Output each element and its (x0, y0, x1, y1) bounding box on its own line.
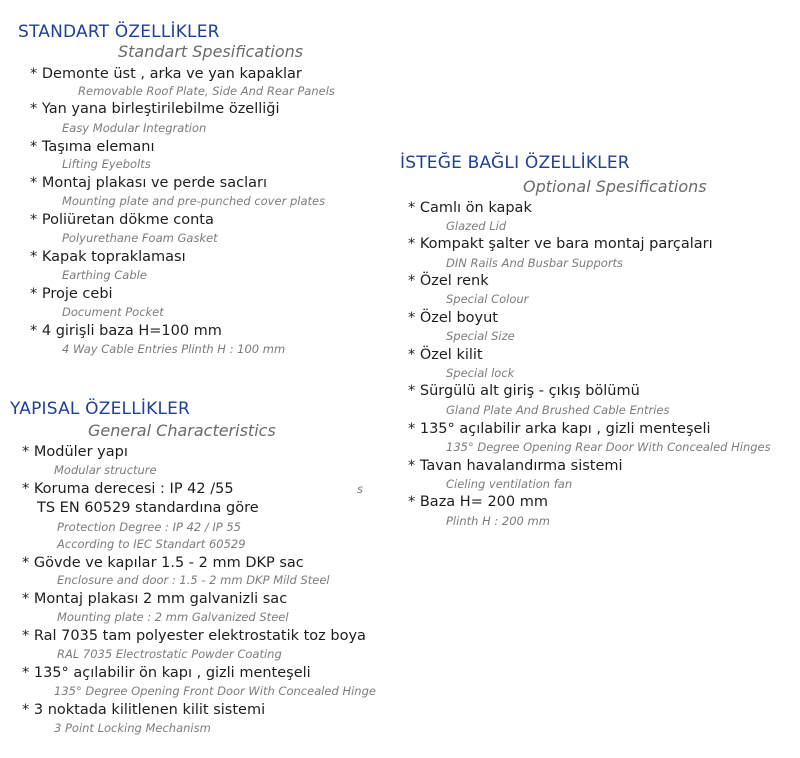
optional-item-sub: Cieling ventilation fan (446, 477, 573, 491)
standard-heading: STANDART ÖZELLİKLER (18, 22, 220, 42)
optional-item-title: * Özel boyut (408, 310, 498, 326)
optional-item-sub: Plinth H : 200 mm (446, 514, 550, 528)
general-section (0, 390, 420, 750)
general-item-title: * Ral 7035 tam polyester elektrostatik toz boya (22, 628, 366, 644)
general-item-title: * Gövde ve kapılar 1.5 - 2 mm DKP sac (22, 555, 304, 571)
standard-item-sub: Easy Modular Integration (62, 121, 207, 135)
general-heading: YAPISAL ÖZELLİKLER (10, 399, 191, 419)
standard-item-sub: Document Pocket (62, 305, 164, 319)
standard-item-title: * 4 girişli baza H=100 mm (30, 323, 222, 339)
general-item-sub: 135° Degree Opening Front Door With Concealed Hinge (54, 684, 376, 698)
standard-subheading: Standart Spesifications (118, 42, 304, 61)
optional-item-sub: DIN Rails And Busbar Supports (446, 256, 624, 270)
optional-item-sub: Special Size (446, 329, 515, 343)
standard-item-title: * Taşıma elemanı (30, 139, 155, 155)
optional-item-title: * Kompakt şalter ve bara montaj parçaları (408, 236, 713, 252)
standard-item-title: * Demonte üst , arka ve yan kapaklar (30, 66, 302, 82)
standard-item-title: * Poliüretan dökme conta (30, 212, 214, 228)
optional-item-title: * Camlı ön kapak (408, 200, 532, 216)
general-item-title: * Koruma derecesi : IP 42 /55 (22, 481, 234, 497)
optional-item-sub: Glazed Lid (446, 219, 507, 233)
optional-item-title: * Sürgülü alt giriş - çıkış bölümü (408, 383, 640, 399)
standard-item-sub: Removable Roof Plate, Side And Rear Panels (78, 84, 335, 98)
optional-section (400, 150, 800, 540)
optional-heading: İSTEĞE BAĞLI ÖZELLİKLER (400, 153, 630, 173)
general-item-title: * Montaj plakası 2 mm galvanizli sac (22, 591, 288, 607)
general-item-sub: Enclosure and door : 1.5 - 2 mm DKP Mild Steel (57, 573, 330, 587)
standard-item-sub: 4 Way Cable Entries Plinth H : 100 mm (62, 342, 286, 356)
general-item-sub: Protection Degree : IP 42 / IP 55 (57, 520, 241, 534)
stray-mark: s (357, 482, 363, 496)
standard-item-sub: Lifting Eyebolts (62, 157, 151, 171)
general-item-sub: Mounting plate : 2 mm Galvanized Steel (57, 610, 289, 624)
optional-item-sub: Special Colour (446, 292, 529, 306)
general-item-title: * Modüler yapı (22, 444, 128, 460)
optional-item-title: * Özel kilit (408, 347, 483, 363)
standard-item-title: * Proje cebi (30, 286, 113, 302)
general-item-sub: RAL 7035 Electrostatic Powder Coating (57, 647, 282, 661)
optional-item-sub: Special lock (446, 366, 515, 380)
standard-item-sub: Mounting plate and pre-punched cover plates (62, 194, 326, 208)
standard-section (0, 0, 400, 360)
general-item-title-continued: TS EN 60529 standardına göre (37, 500, 259, 516)
optional-item-title: * Baza H= 200 mm (408, 494, 548, 510)
optional-subheading: Optional Spesifications (523, 177, 707, 196)
standard-item-sub: Earthing Cable (62, 268, 147, 282)
optional-item-title: * Özel renk (408, 273, 489, 289)
general-item-sub: Modular structure (54, 463, 157, 477)
general-item-sub: According to IEC Standart 60529 (57, 537, 246, 551)
optional-item-sub: Gland Plate And Brushed Cable Entries (446, 403, 670, 417)
standard-item-title: * Yan yana birleştirilebilme özelliği (30, 101, 280, 117)
optional-item-sub: 135° Degree Opening Rear Door With Concealed Hinges (446, 440, 771, 454)
general-item-title: * 3 noktada kilitlenen kilit sistemi (22, 702, 266, 718)
general-item-sub: 3 Point Locking Mechanism (54, 721, 211, 735)
optional-item-title: * 135° açılabilir arka kapı , gizli menteşeli (408, 421, 711, 437)
general-subheading: General Characteristics (88, 421, 276, 440)
general-item-title: * 135° açılabilir ön kapı , gizli menteşeli (22, 665, 311, 681)
standard-item-sub: Polyurethane Foam Gasket (62, 231, 218, 245)
standard-item-title: * Kapak topraklaması (30, 249, 186, 265)
optional-item-title: * Tavan havalandırma sistemi (408, 458, 623, 474)
standard-item-title: * Montaj plakası ve perde sacları (30, 175, 267, 191)
